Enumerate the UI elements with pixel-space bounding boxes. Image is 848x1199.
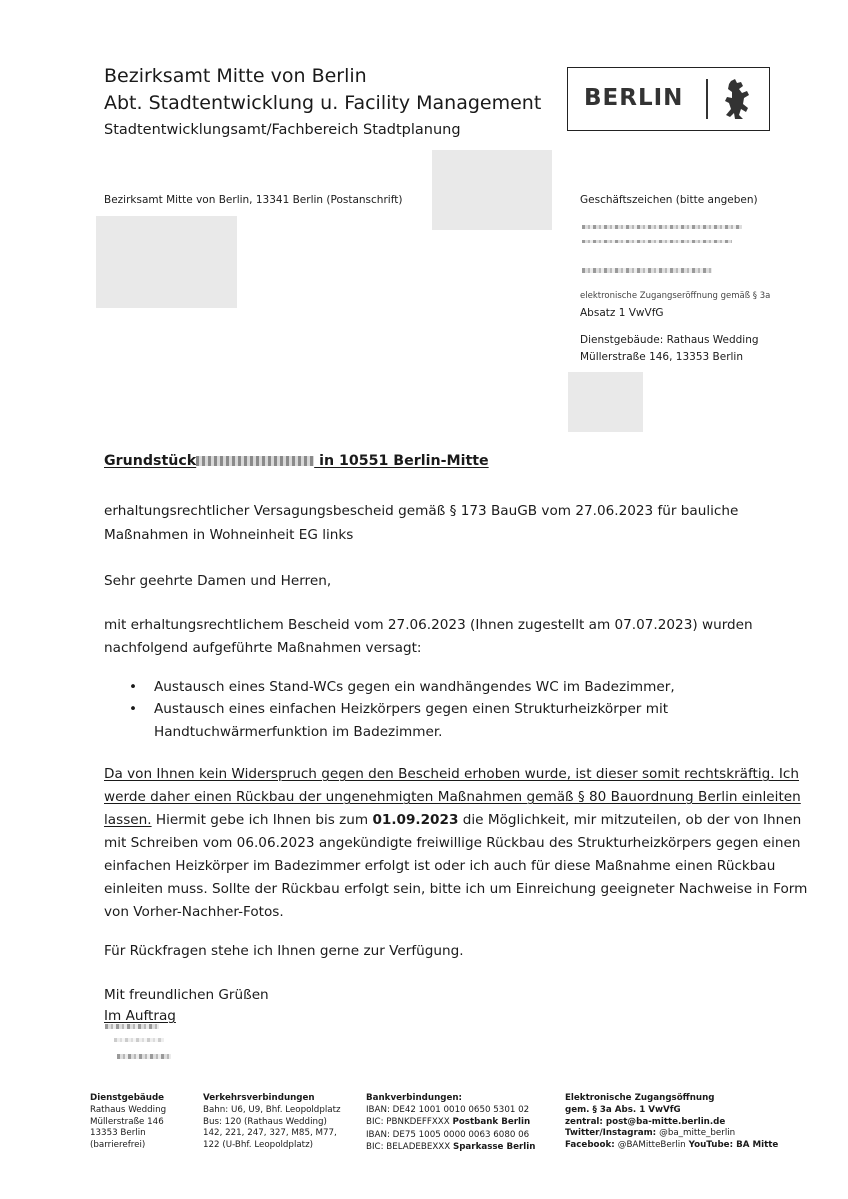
- text-segment: Twitter/Instagram:: [565, 1128, 660, 1139]
- reference-text-line2: Maßnahmen in Wohneinheit EG links: [104, 527, 354, 543]
- berlin-bear-icon: [721, 77, 755, 121]
- redacted-area-2: [568, 372, 643, 432]
- measures-list: [104, 676, 784, 743]
- footer-office-line: Müllerstraße 146: [90, 1116, 164, 1127]
- list-item-text: Austausch eines Stand-WCs gegen ein wandhängendes WC im Badezimmer,: [154, 679, 675, 695]
- footer-transport-line: 142, 221, 247, 327, M85, M77,: [203, 1128, 337, 1139]
- paragraph-2-line2: [104, 786, 801, 808]
- paragraph-1-line1: mit erhaltungsrechtlichem Bescheid vom 27.06.2023 (Ihnen zugestellt am 07.07.2023) wurden: [104, 617, 753, 633]
- office-name: Stadtentwicklungsamt/Fachbereich Stadtplanung: [104, 122, 461, 138]
- footer-office-title: Dienstgebäude: [90, 1093, 165, 1103]
- bullet-icon: •: [129, 679, 138, 695]
- underlined-text: Im Auftrag: [104, 1008, 176, 1024]
- redacted-reference-2: [582, 240, 732, 243]
- footer-office: [90, 1093, 166, 1152]
- redacted-signature-2: [114, 1038, 164, 1042]
- reference-text-line1: erhaltungsrechtlicher Versagungsbescheid gemäß § 173 BauGB vom 27.06.2023 für bauliche: [104, 503, 739, 519]
- redacted-recipient-address: [96, 216, 237, 308]
- text-segment: die Möglichkeit, mir mitzuteilen, ob der von Ihnen: [458, 812, 802, 828]
- text-segment: Facebook:: [565, 1140, 618, 1151]
- redacted-contact: [582, 268, 712, 273]
- footer-transport-line: Bahn: U6, U9, Bhf. Leopoldplatz: [203, 1104, 341, 1115]
- paragraph-2-line6: einleiten muss. Sollte der Rückbau erfolgt sein, bitte ich um Einreichung geeigneter Nachweise in Form: [104, 881, 808, 897]
- deadline-date: 01.09.2023: [372, 812, 459, 828]
- office-building: Dienstgebäude: Rathaus Wedding: [580, 334, 759, 346]
- footer-electronic-access: [565, 1093, 778, 1152]
- footer-eaccess-title: Elektronische Zugangsöffnung: [565, 1093, 715, 1103]
- paragraph-2-line1: [104, 763, 799, 785]
- logo-text: BERLIN: [584, 85, 684, 111]
- office-address: Müllerstraße 146, 13353 Berlin: [580, 351, 744, 363]
- paragraph-2-line3: [104, 809, 801, 831]
- bullet-icon: •: [129, 701, 138, 718]
- footer-eaccess-law: gem. § 3a Abs. 1 VwVfG: [565, 1104, 681, 1115]
- underlined-text: Da von Ihnen kein Widerspruch gegen den Bescheid erhoben wurde, ist dieser somit rechtskräftig. Ich: [104, 766, 800, 782]
- e-access-law: Absatz 1 VwVfG: [580, 307, 664, 319]
- text-segment: Hiermit gebe ich Ihnen bis zum: [151, 812, 373, 828]
- redacted-signature-3: [117, 1054, 171, 1059]
- paragraph-2-line7: von Vorher-Nachher-Fotos.: [104, 904, 284, 920]
- subject-prefix: Grundstück: [104, 453, 197, 469]
- footer-transport: [203, 1093, 341, 1152]
- list-item: [104, 676, 784, 698]
- redacted-reference: [582, 225, 742, 229]
- footer-bank-iban1: IBAN: DE42 1001 0010 0650 5301 02: [366, 1104, 530, 1115]
- paragraph-1-line2: nachfolgend aufgeführte Maßnahmen versagt:: [104, 640, 422, 656]
- agency-name: Bezirksamt Mitte von Berlin: [104, 65, 367, 87]
- subject-suffix: in 10551 Berlin-Mitte: [314, 453, 489, 469]
- footer-eaccess-twitter: [565, 1128, 778, 1140]
- e-access-note: elektronische Zugangseröffnung gemäß § 3a: [580, 291, 771, 301]
- list-item: [104, 698, 784, 743]
- footer-bank: [366, 1093, 535, 1154]
- closing-greeting: Mit freundlichen Grüßen: [104, 987, 269, 1003]
- underlined-text: lassen.: [104, 812, 152, 828]
- bank-name: Sparkasse Berlin: [452, 1142, 536, 1153]
- logo-divider: [706, 79, 708, 119]
- list-item-text-cont: Handtuchwärmerfunktion im Badezimmer.: [154, 723, 443, 740]
- paragraph-2-line4: mit Schreiben vom 06.06.2023 angekündigte freiwillige Rückbau des Strukturheizkörpers gegen einen: [104, 835, 801, 851]
- subject-line: [104, 451, 489, 471]
- footer-eaccess-email: zentral: post@ba-mitte.berlin.de: [565, 1116, 726, 1127]
- footer-eaccess-facebook: [565, 1140, 778, 1152]
- text-segment: YouTube: BA Mitte: [685, 1140, 779, 1151]
- redacted-street: [196, 456, 314, 466]
- footer-office-line: 13353 Berlin: [90, 1128, 146, 1139]
- department-name: Abt. Stadtentwicklung u. Facility Management: [104, 92, 542, 114]
- bank-name: Postbank Berlin: [452, 1116, 531, 1127]
- sender-address: Bezirksamt Mitte von Berlin, 13341 Berlin (Postanschrift): [104, 194, 403, 206]
- redacted-signature: [105, 1024, 159, 1029]
- footer-transport-title: Verkehrsverbindungen: [203, 1093, 315, 1103]
- footer-transport-line: 122 (U-Bhf. Leopoldplatz): [203, 1140, 314, 1151]
- footer-office-line: (barrierefrei): [90, 1140, 146, 1151]
- footer-transport-line: Bus: 120 (Rathaus Wedding): [203, 1116, 327, 1127]
- footer-bank-title: Bankverbindungen:: [366, 1093, 463, 1103]
- footer-bank-iban2: IBAN: DE75 1005 0000 0063 6080 06: [366, 1130, 530, 1141]
- text-segment: BIC: BELADEBEXXX: [366, 1142, 453, 1153]
- redacted-area: [432, 150, 552, 230]
- social-handle: @ba_mitte_berlin: [659, 1128, 736, 1139]
- reference-label: Geschäftszeichen (bitte angeben): [580, 194, 758, 206]
- text-segment: BIC: PBNKDEFFXXX: [366, 1116, 453, 1127]
- paragraph-2-line5: einfachen Heizkörper im Badezimmer erfolgt ist oder ich auch für diese Maßnahme einen Rückbau: [104, 858, 776, 874]
- footer-bank-bic2: [366, 1142, 535, 1154]
- salutation: Sehr geehrte Damen und Herren,: [104, 573, 332, 589]
- paragraph-3: Für Rückfragen stehe ich Ihnen gerne zur Verfügung.: [104, 943, 464, 959]
- footer-bank-bic1: [366, 1117, 535, 1129]
- berlin-logo: [567, 67, 770, 131]
- list-item-text: Austausch eines einfachen Heizkörpers gegen einen Strukturheizkörper mit: [154, 701, 669, 718]
- underlined-text: werde daher einen Rückbau der ungenehmigten Maßnahmen gemäß § 80 Bauordnung Berlin einleiten: [104, 789, 801, 805]
- social-handle: @BAMitteBerlin: [617, 1140, 686, 1151]
- footer-office-line: Rathaus Wedding: [90, 1104, 167, 1115]
